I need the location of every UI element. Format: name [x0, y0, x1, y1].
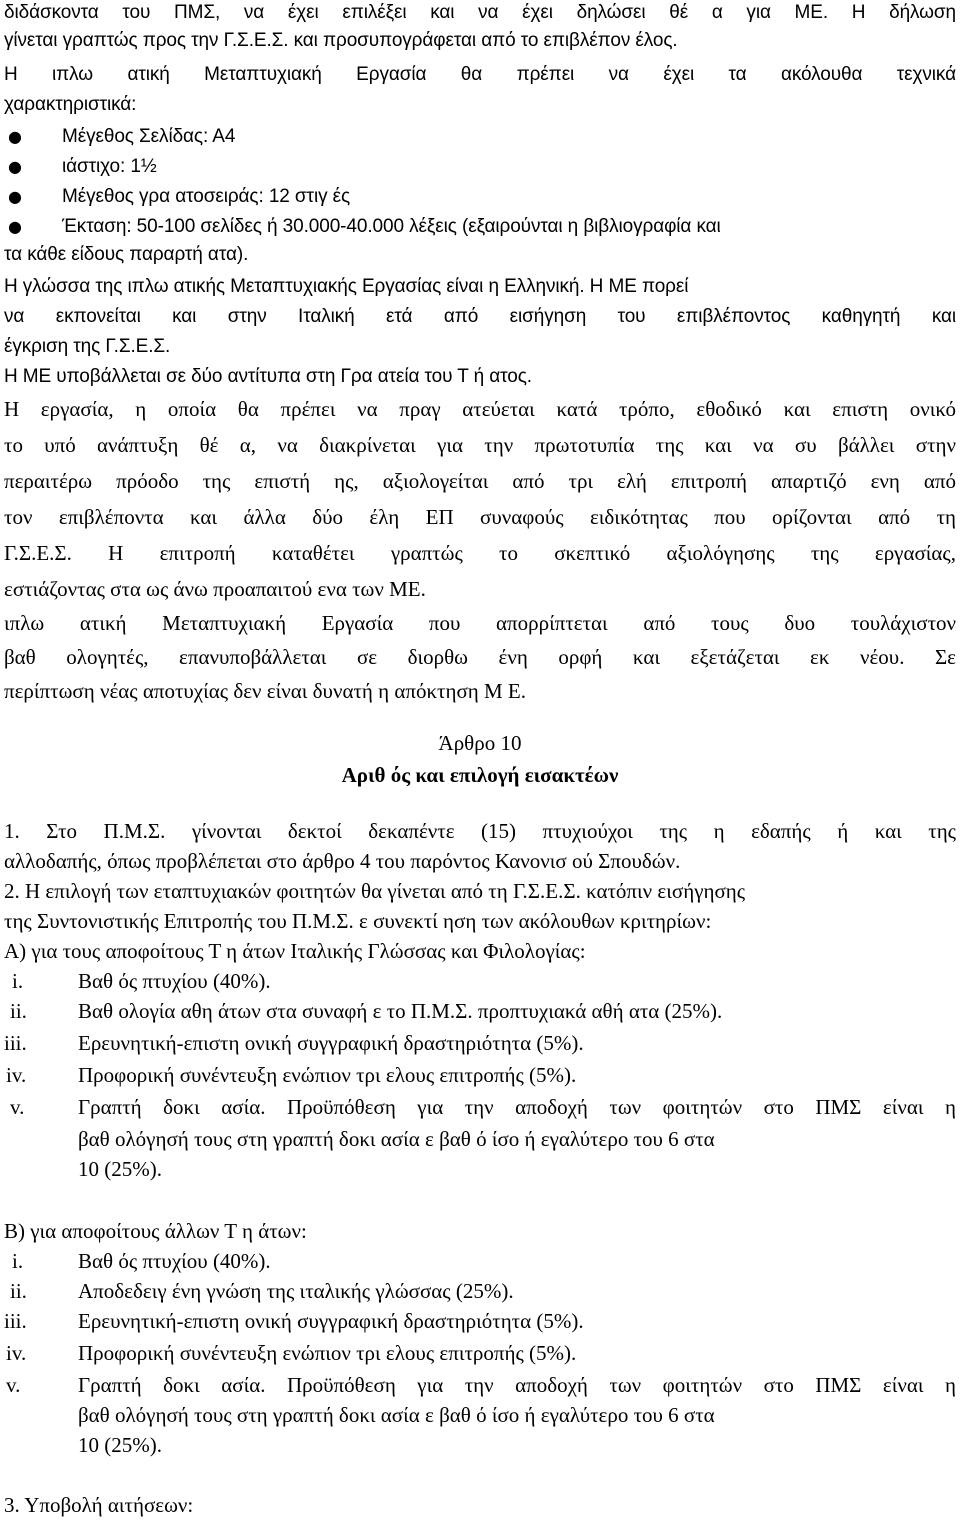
list-text: Προφορική συνέντευξη ενώπιον τρι ελους επιτροπής (5%).	[78, 1341, 577, 1365]
text-line: Γ.Σ.Ε.Σ. Η επιτροπή καταθέτει γραπτώς το σκεπτικό αξιολόγησης της εργασίας,	[4, 541, 956, 565]
section-heading: 3. Υποβολή αιτήσεων:	[4, 1493, 194, 1517]
list-text-continuation: 10 (25%).	[78, 1433, 162, 1457]
bullet-text: ιάστιχο: 1½	[62, 156, 157, 177]
list-text: Βαθ ός πτυχίου (40%).	[78, 969, 271, 993]
text-line: γίνεται γραπτώς προς την Γ.Σ.Ε.Σ. και προσυπογράφεται από το επιβλέπον έλος.	[4, 30, 678, 51]
list-number: iii.	[4, 1309, 27, 1333]
text-line: εστιάζοντας στα ως άνω προαπαιτού ενα των ΜΕ.	[4, 577, 426, 601]
list-number: ii.	[10, 1279, 27, 1303]
text-line: Η γλώσσα της ιπλω ατικής Μεταπτυχιακής Εργασίας είναι η Ελληνική. Η ΜΕ πορεί	[4, 276, 689, 297]
text-line: χαρακτηριστικά:	[4, 94, 137, 115]
list-number: iii.	[4, 1031, 27, 1055]
list-text-continuation: βαθ ολόγησή τους στη γραπτή δοκι ασία ε βαθ ό ίσο ή εγαλύτερο του 6 στα	[78, 1127, 715, 1151]
list-text: Γραπτή δοκι ασία. Προϋπόθεση για την αποδοχή των φοιτητών στο ΠΜΣ είναι η	[78, 1095, 956, 1119]
list-text-continuation: 10 (25%).	[78, 1157, 162, 1181]
list-number: ii.	[10, 999, 27, 1023]
text-line: 2. Η επιλογή των εταπτυχιακών φοιτητών θα γίνεται από τη Γ.Σ.Ε.Σ. κατόπιν εισήγησης	[4, 879, 746, 903]
text-line: περαιτέρω πρόοδο της επιστή ης, αξιολογείται από τρι ελή επιτροπή απαρτιζό ενη από	[4, 469, 956, 493]
text-line: έγκριση της Γ.Σ.Ε.Σ.	[4, 336, 171, 357]
article-number: Άρθρο 10	[438, 731, 522, 755]
text-line: Η ΜΕ υποβάλλεται σε δύο αντίτυπα στη Γρα ατεία του Τ ή ατος.	[4, 366, 532, 387]
list-text: Βαθ ός πτυχίου (40%).	[78, 1249, 271, 1273]
list-text: Ερευνητική-επιστη ονική συγγραφική δραστηριότητα (5%).	[78, 1031, 584, 1055]
list-number: v.	[6, 1373, 21, 1397]
list-text: Γραπτή δοκι ασία. Προϋπόθεση για την αποδοχή των φοιτητών στο ΠΜΣ είναι η	[78, 1373, 956, 1397]
text-line: να εκπονείται και στην Ιταλική ετά από εισήγηση του επιβλέποντος καθηγητή και	[4, 306, 956, 327]
text-line: βαθ ολογητές, επανυποβάλλεται σε διορθω ένη ορφή και εξετάζεται εκ νέου. Σε	[4, 645, 956, 669]
text-line: Η εργασία, η οποία θα πρέπει να πραγ ατεύεται κατά τρόπο, εθοδικό και επιστη ονικό	[4, 397, 956, 421]
list-text: Προφορική συνέντευξη ενώπιον τρι ελους επιτροπής (5%).	[78, 1063, 577, 1087]
text-line: περίπτωση νέας αποτυχίας δεν είναι δυνατή η απόκτηση Μ Ε.	[4, 679, 527, 703]
text-line: το υπό ανάπτυξη θέ α, να διακρίνεται για την πρωτοτυπία της και να συ βάλλει στην	[4, 433, 956, 457]
list-text-continuation: βαθ ολόγησή τους στη γραπτή δοκι ασία ε βαθ ό ίσο ή εγαλύτερο του 6 στα	[78, 1403, 715, 1427]
bullet-text: Έκταση: 50-100 σελίδες ή 30.000-40.000 λέξεις (εξαιρούνται η βιβλιογραφία και	[62, 216, 721, 237]
article-title: Αριθ ός και επιλογή εισακτέων	[341, 763, 619, 787]
list-number: i.	[12, 1249, 24, 1273]
list-number: i.	[12, 969, 24, 993]
text-line: Η ιπλω ατική Μεταπτυχιακή Εργασία θα πρέπει να έχει τα ακόλουθα τεχνικά	[4, 64, 956, 85]
text-line: τα κάθε είδους παραρτή ατα).	[4, 244, 249, 265]
text-line: διδάσκοντα του ΠΜΣ, να έχει επιλέξει και να έχει δηλώσει θέ α για ΜΕ. Η δήλωση	[4, 2, 956, 23]
text-line: της Συντονιστικής Επιτροπής του Π.Μ.Σ. ε συνεκτί ηση των ακόλουθων κριτηρίων:	[4, 909, 712, 933]
list-number: iv.	[6, 1063, 27, 1087]
text-line: 1. Στο Π.Μ.Σ. γίνονται δεκτοί δεκαπέντε (15) πτυχιούχοι της η εδαπής ή και της	[4, 819, 956, 843]
text-line: τον επιβλέποντα και άλλα δύο έλη ΕΠ συναφούς ειδικότητας που ορίζονται από τη	[4, 505, 956, 529]
bullet-icon: ●	[8, 217, 22, 236]
bullet-icon: ●	[8, 127, 22, 146]
bullet-icon: ●	[8, 187, 22, 206]
text-line: ιπλω ατική Μεταπτυχιακή Εργασία που απορρίπτεται από τους δυο τουλάχιστον	[4, 611, 956, 635]
group-heading: Α) για τους αποφοίτους Τ η άτων Ιταλικής Γλώσσας και Φιλολογίας:	[4, 939, 586, 963]
list-number: v.	[10, 1095, 25, 1119]
list-text: Βαθ ολογία αθη άτων στα συναφή ε το Π.Μ.Σ. προπτυχιακά αθή ατα (25%).	[78, 999, 723, 1023]
bullet-text: Μέγεθος γρα ατοσειράς: 12 στιγ ές	[62, 186, 351, 207]
bullet-text: Μέγεθος Σελίδας: Α4	[62, 126, 236, 147]
text-line: αλλοδαπής, όπως προβλέπεται στο άρθρο 4 του παρόντος Κανονισ ού Σπουδών.	[4, 849, 681, 873]
group-heading: Β) για αποφοίτους άλλων Τ η άτων:	[4, 1219, 307, 1243]
list-number: iv.	[6, 1341, 27, 1365]
list-text: Ερευνητική-επιστη ονική συγγραφική δραστηριότητα (5%).	[78, 1309, 584, 1333]
list-text: Αποδεδειγ ένη γνώση της ιταλικής γλώσσας (25%).	[78, 1279, 514, 1303]
bullet-icon: ●	[8, 157, 22, 176]
